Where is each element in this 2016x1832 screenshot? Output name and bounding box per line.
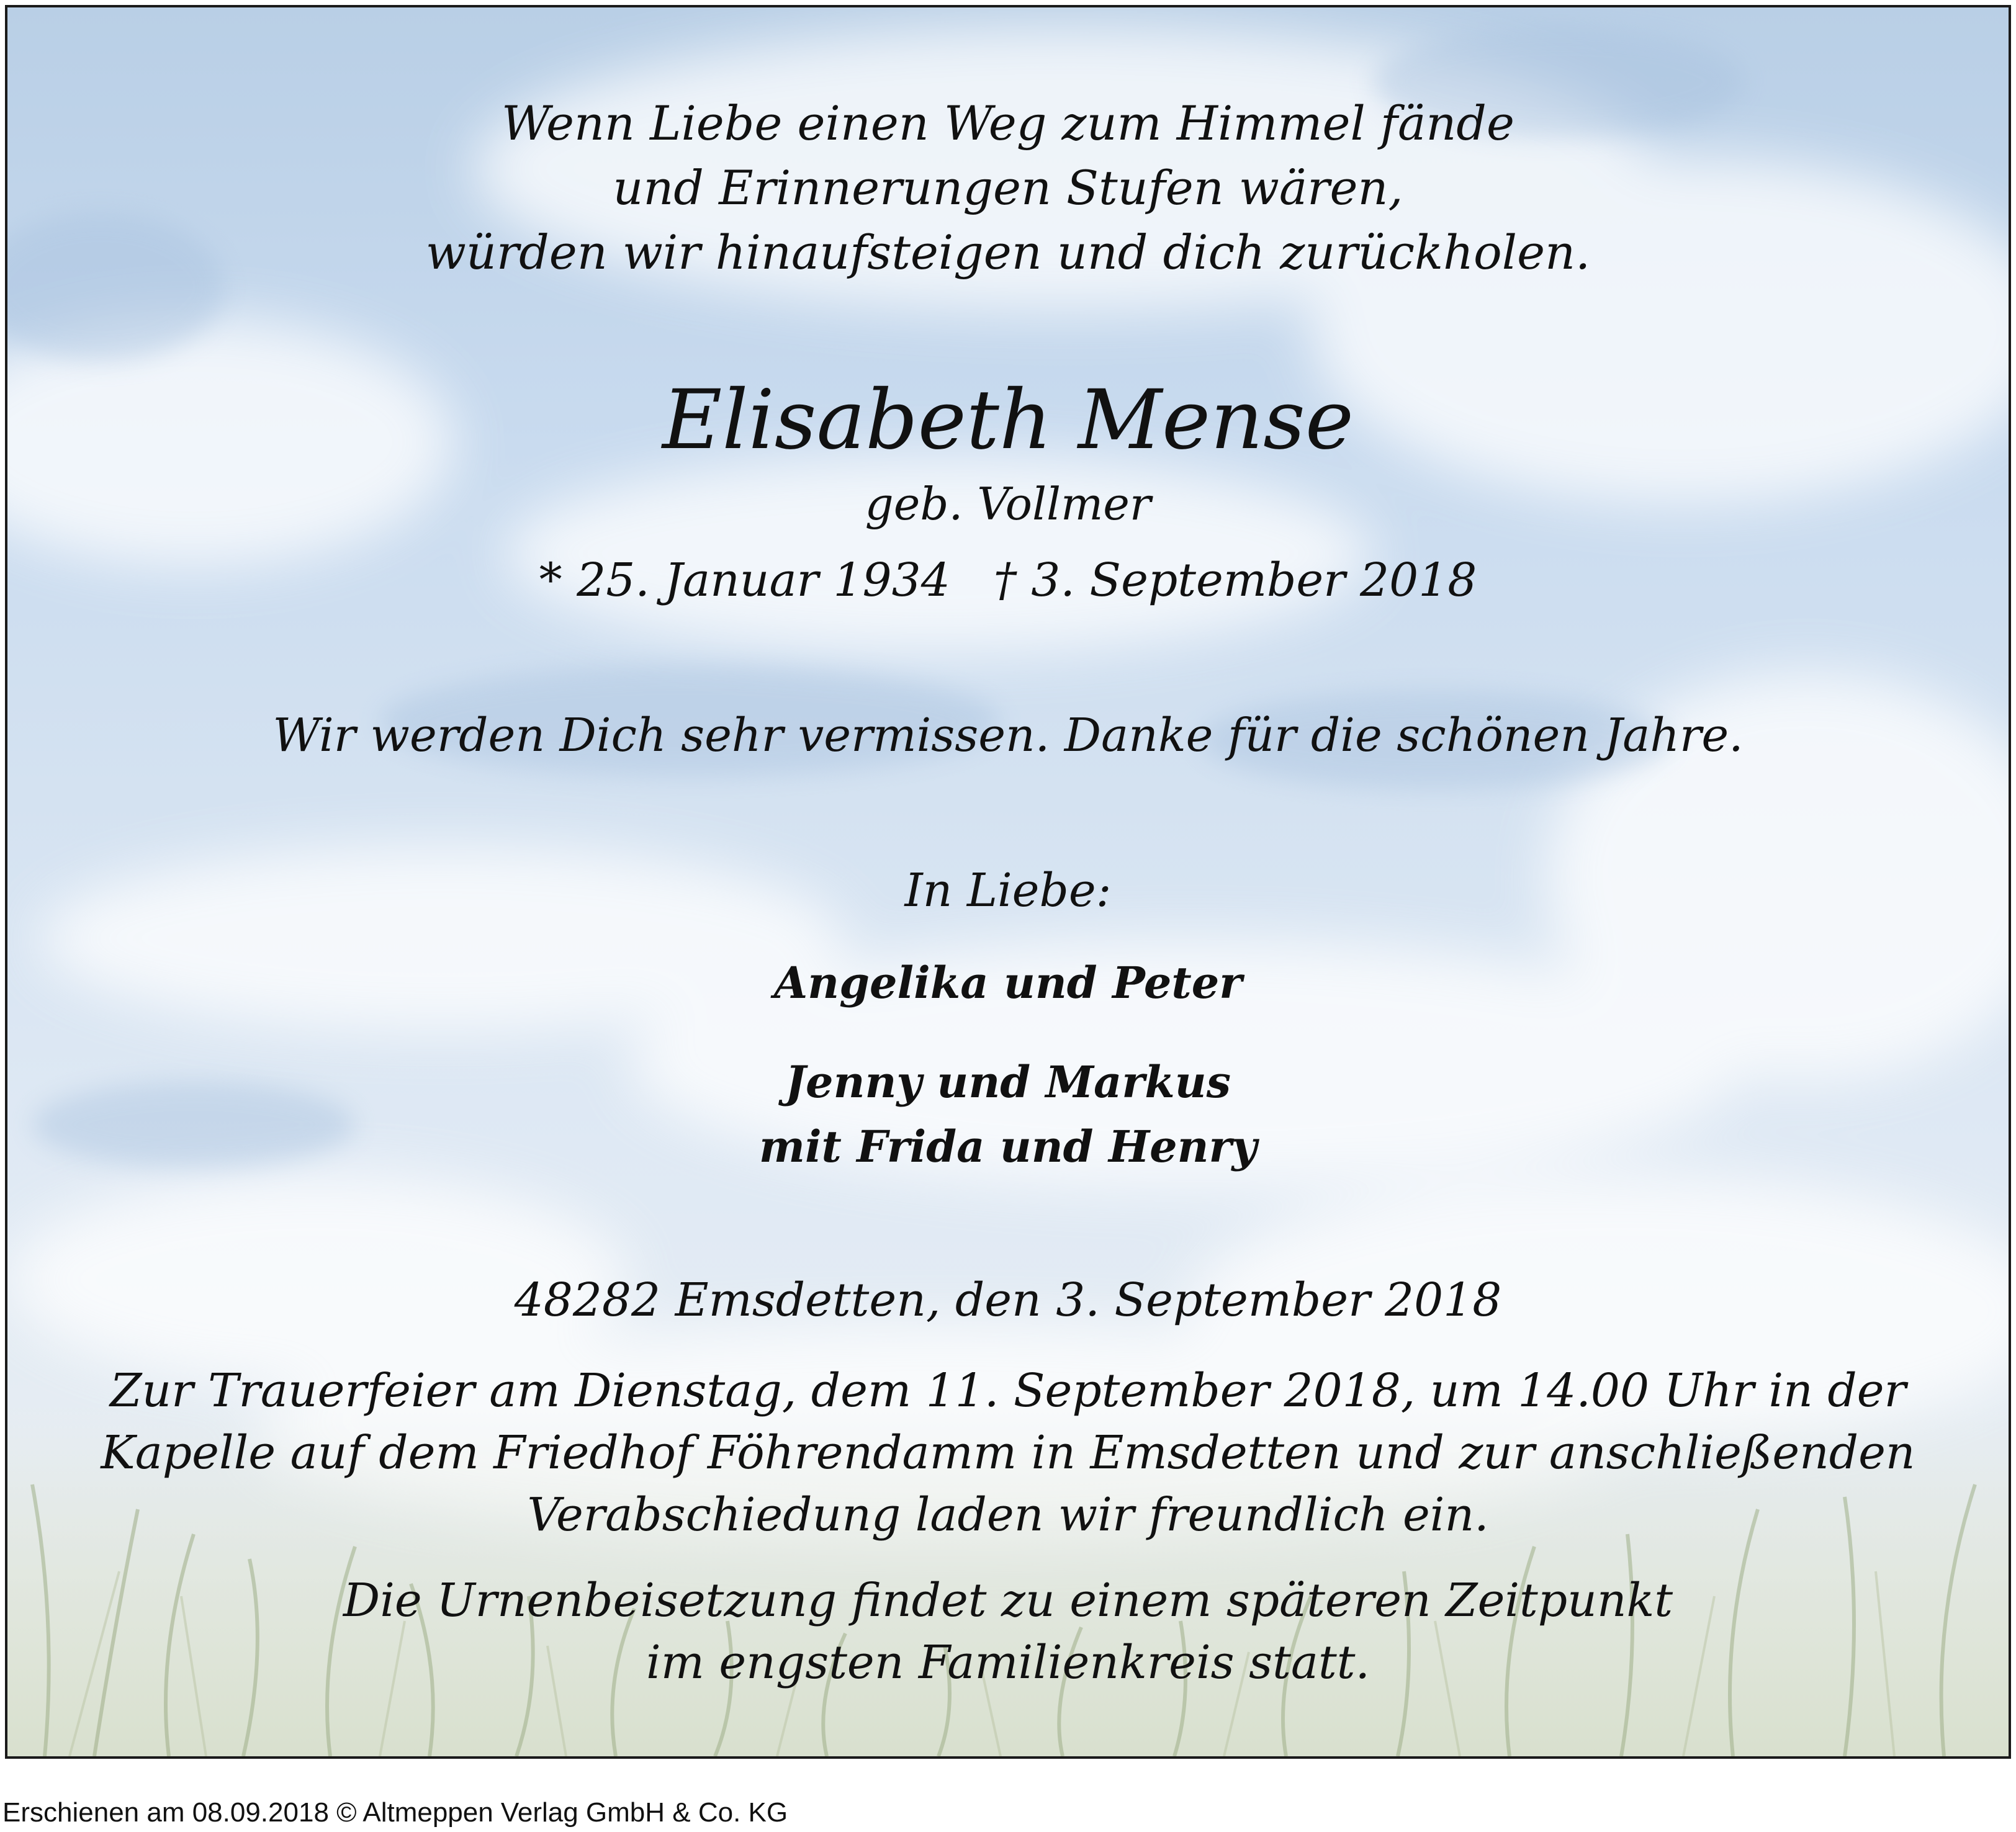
poem-line-3: würden wir hinaufsteigen und dich zurückholen.	[425, 225, 1591, 280]
poem-line-1: Wenn Liebe einen Weg zum Himmel fände	[502, 96, 1514, 151]
ceremony-line-1: Zur Trauerfeier am Dienstag, dem 11. September 2018, um 14.00 Uhr in der	[110, 1364, 1906, 1417]
mourner-line-1: Angelika und Peter	[773, 957, 1243, 1008]
mourner-line-2: Jenny und Markus	[785, 1056, 1231, 1108]
birth-date: * 25. Januar 1934	[539, 554, 950, 607]
poem-line-2: und Erinnerungen Stufen wären,	[613, 160, 1403, 215]
farewell-message: Wir werden Dich sehr vermissen. Danke für die schönen Jahre.	[272, 709, 1744, 762]
obituary-text	[7, 7, 2009, 1756]
obituary-card	[5, 5, 2011, 1759]
place-date: 48282 Emsdetten, den 3. September 2018	[514, 1273, 1502, 1327]
ceremony-line-2: Kapelle auf dem Friedhof Föhrendamm in Emsdetten und zur anschließenden	[101, 1426, 1915, 1480]
ceremony-line-3: Verabschiedung laden wir freundlich ein.	[527, 1488, 1489, 1542]
publication-footer: Erschienen am 08.09.2018 © Altmeppen Verlag GmbH & Co. KG	[2, 1797, 788, 1828]
death-date: † 3. September 2018	[993, 554, 1477, 607]
deceased-name: Elisabeth Mense	[662, 372, 1354, 468]
birth-name: geb. Vollmer	[865, 478, 1151, 530]
burial-line-2: im engsten Familienkreis statt.	[646, 1636, 1370, 1689]
mourner-line-3: mit Frida und Henry	[758, 1121, 1258, 1172]
life-dates	[7, 554, 2009, 607]
burial-line-1: Die Urnenbeisetzung findet zu einem späteren Zeitpunkt	[343, 1574, 1673, 1627]
mourners-intro: In Liebe:	[904, 864, 1112, 917]
